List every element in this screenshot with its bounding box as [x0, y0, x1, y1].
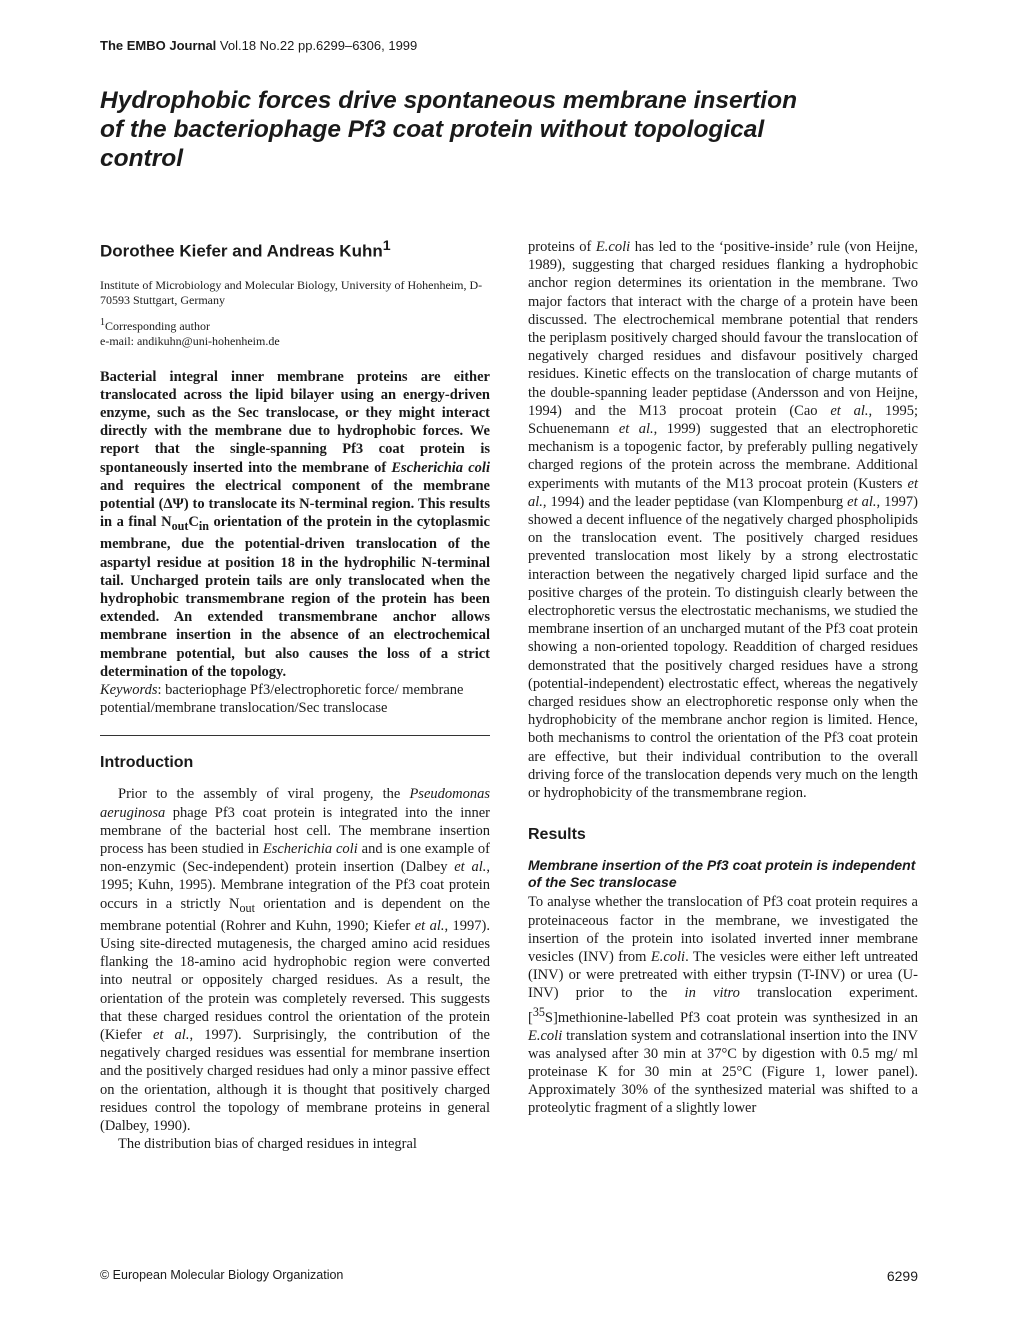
abstract: Bacterial integral inner membrane proteins are either translocated across the lipid bilayer using an energy-driven enzyme, such as the Sec translocase, or they might interact directly with the membrane due to hydrophobic forces. We report that the single-spanning Pf3 coat protein is spontaneously inserted into the membrane of Escherichia coli and requires the electrical component of the membrane potential (ΔΨ) to translocate its N-terminal region. This results in a final $N_{out}C_{in}$ orientation of the protein in the cytoplasmic membrane, due the potential-driven translocation of the aspartyl residue at position 18 in the hydrophilic N-terminal tail. Uncharged protein tails are only translocated when the hydrophobic transmembrane region of the protein has been extended. An extended transmembrane anchor allows membrane insertion in the absence of an electrochemical membrane potential, but also causes the loss of a strict determination of the topology.: [100, 368, 490, 680]
left-column: [100, 238, 490, 1153]
introduction-continued: proteins of E.coli has led to the ‘positive-inside’ rule (von Heijne, 1989), suggesting that charged residues flanking a hydrophobic anchor region determines its orientation in the membrane. Two major factors that interact with the charge of a protein have been discussed. The electrochemical membrane potential that renders the periplasm positively charged should favour the translocation of negatively charged residues and disfavour positively charged residues. Kinetic effects on the translocation of charge mutants of the double-spanning leader peptidase (Andersson and von Heijne, 1994) and the M13 procoat protein (Cao et al., 1995; Schuenemann et al., 1999) suggested that an electrophoretic mechanism is a topogenic factor, by preferably pulling negatively charged regions of the protein across the membrane. Additional experiments with mutants of the M13 procoat protein (Kusters et al., 1994) and the leader peptidase (van Klompenburg et al., 1997) showed a decent influence of the negatively charged phospholipids on the translocation event. The positively charged residues prevented translocation most likely by a strong electrostatic interaction between the negatively charged lipid surface and the positive charges of the protein. To distinguish clearly between the electrophoretic versus the electrostatic mechanisms, we studied the membrane insertion of an uncharged mutant of the Pf3 coat protein showing a non-oriented topology. Readdition of charged residues demonstrated that the positively charged residues have a strong (potential-independent) electrostatic effect, whereas the negatively charged residues show an electrophoretic response only when the hydrophobicity of the membrane anchor region is limited. Hence, both mechanisms to control the orientation of the Pf3 coat protein are effective, but their individual contribution to the overall driving force of the translocation depends very much on the length or hydrophobicity of the transmembrane region.: [528, 239, 919, 802]
right-column: [528, 238, 918, 1118]
introduction-heading: Introduction: [100, 754, 194, 772]
author-names: Dorothee Kiefer and Andreas Kuhn: [100, 241, 383, 261]
keywords-text: : bacteriophage Pf3/electrophoretic force/ membrane potential/membrane translocation/Sec translocase: [100, 682, 464, 717]
author-superscript: 1: [382, 238, 391, 254]
copyright: © European Molecular Biology Organization: [100, 1268, 344, 1282]
organism-name: Escherichia coli: [391, 459, 490, 476]
volume-info: Vol.18 No.22 pp.6299–6306, 1999: [219, 38, 418, 53]
section-divider: [100, 735, 490, 736]
keywords: [100, 681, 490, 717]
page-number: 6299: [886, 1268, 918, 1284]
corr-mark: 1: [100, 316, 105, 328]
journal-name: The EMBO Journal: [100, 38, 217, 53]
corr-label: Corresponding author: [105, 318, 210, 333]
results-paragraph-1: To analyse whether the translocation of Pf3 coat protein requires a proteinaceous factor in the membrane, we investigated the insertion of the protein into isolated inverted inner membrane vesicles (INV) from E.coli. The vesicles were either left untreated (INV) or were pretreated with either trypsin (T-INV) or urea (U-INV) prior to the in vitro translocation experiment. [$^{35}$S]methionine-labelled Pf3 coat protein was synthesized in an E.coli translation system and cotranslational insertion into the INV was analysed after 30 min at 37°C by digestion with 0.5 mg/ ml proteinase K for 30 min at 25°C (Figure 1, lower panel). Approximately 30% of the synthesized material was shifted to a proteolytic fragment of a slightly lower: [528, 894, 919, 1117]
correspondence: [100, 315, 490, 350]
journal-header: [100, 38, 417, 53]
affiliation: Institute of Microbiology and Molecular Biology, University of Hohenheim, D-70593 Stuttgart, Germany: [100, 277, 483, 308]
results-subheading: Membrane insertion of the Pf3 coat protein is independent of the Sec translocase: [528, 857, 916, 891]
article-title: Hydrophobic forces drive spontaneous membrane insertion of the bacteriophage Pf3 coat protein without topological control: [100, 87, 798, 172]
email: e-mail: andikuhn@uni-hohenheim.de: [100, 334, 280, 349]
introduction-paragraph-1: Prior to the assembly of viral progeny, the Pseudomonas aeruginosa phage Pf3 coat protein is integrated into the inner membrane of the bacterial host cell. The membrane insertion process has been studied in Escherichia coli and is one example of non-enzymic (Sec-independent) protein insertion (Dalbey et al., 1995; Kuhn, 1995). Membrane integration of the Pf3 coat protein occurs in a strictly $N_{out}$ orientation and is dependent on the membrane potential (Rohrer and Kuhn, 1990; Kiefer et al., 1997). Using site-directed mutagenesis, the charged amino acid residues flanking the 18-amino acid hydrophobic region were converted into neutral or oppositely charged residues. As a result, the orientation of the protein was completely reversed. This suggests that these charged residues control the orientation of the protein (Kiefer et al., 1997). Surprisingly, the contribution of the negatively charged residues was essential for membrane insertion and the positively charged residues had only a minor passive effect on the orientation, although it is thought that positively charged residues control the topology of membrane proteins in general (Dalbey, 1990).: [100, 786, 490, 1134]
introduction-paragraph-2: The distribution bias of charged residues in integral: [118, 1136, 417, 1153]
authors: [100, 238, 490, 262]
results-heading: Results: [528, 826, 586, 844]
keywords-label: Keywords: [100, 682, 158, 698]
